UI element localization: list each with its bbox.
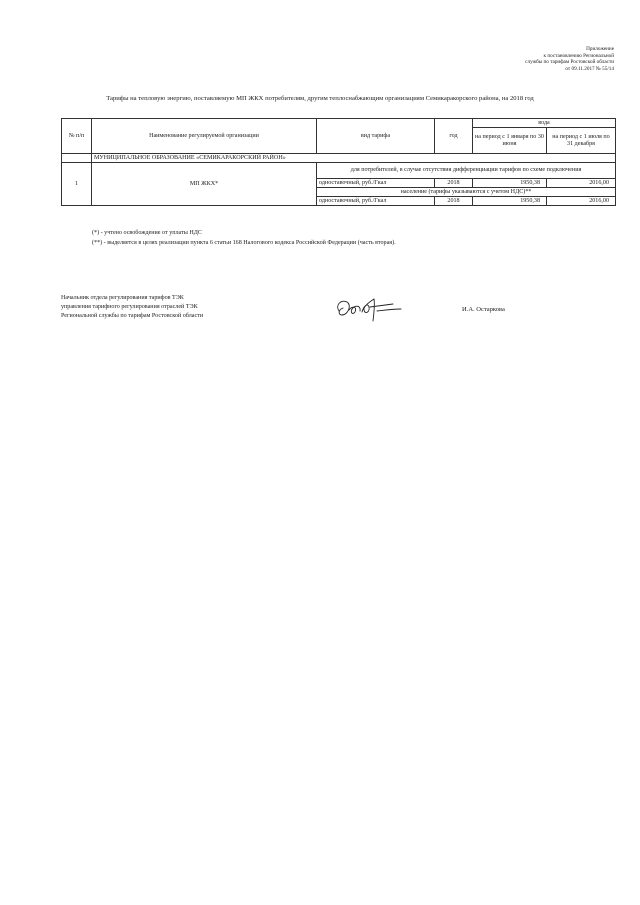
- row-org: МП ЖКХ*: [92, 163, 317, 206]
- section-title: МУНИЦИПАЛЬНОЕ ОБРАЗОВАНИЕ «СЕМИКАРАКОРСКИЙ РАЙОН»: [92, 154, 616, 163]
- group-2-period-1: 1950,38: [473, 197, 547, 206]
- row-num: 1: [62, 163, 92, 206]
- group-2-tariff: одноставочный, руб./Гкал: [317, 197, 435, 206]
- approval-line: от 09.11.2017 № 55/14: [565, 65, 614, 72]
- document-title: Тарифы на тепловую энергию, поставляемую МП ЖКХ потребителям, другим теплоснабжающим организациям Семикаракорского района, на 2018 год: [106, 95, 534, 102]
- approval-line: службы по тарифам Ростовской области: [525, 59, 614, 66]
- signer-line: Начальник отдела регулирования тарифов ТЭК: [61, 295, 184, 301]
- group-2-period-2: 2016,00: [547, 197, 616, 206]
- header-year: год: [435, 119, 473, 154]
- header-period-2: на период с 1 июля по 31 декабря: [547, 128, 616, 154]
- header-water: вода: [473, 119, 616, 128]
- signer-line: управления тарифного регулирования отраслей ТЭК: [61, 304, 198, 311]
- group-1-year: 2018: [435, 179, 473, 188]
- header-tariff-type: вид тарифа: [317, 119, 435, 154]
- tariff-table: [61, 118, 616, 206]
- header-period-1: на период с 1 января по 30 июня: [473, 128, 547, 154]
- group-1-period-2: 2016,00: [547, 179, 616, 188]
- group-1-label: для потребителей, в случае отсутствия дифференциации тарифов по схеме подключения: [317, 163, 616, 179]
- footnote: (**) - выделяется в целях реализации пункта 6 статьи 168 Налогового кодекса Российской Федерации (часть вторая).: [92, 239, 396, 246]
- section-empty-cell: [62, 154, 92, 163]
- header-num: № п/п: [62, 119, 92, 154]
- group-1-period-1: 1950,38: [473, 179, 547, 188]
- approval-line: к постановлению Региональной: [543, 52, 614, 59]
- signer-position: [61, 294, 203, 322]
- header-org: Наименование регулируемой организации: [92, 119, 317, 154]
- signer-line: Региональной службы по тарифам Ростовской области: [61, 313, 204, 320]
- group-2-label: население (тарифы указываются с учетом НДС)**: [317, 188, 616, 197]
- approval-stamp: [434, 46, 614, 72]
- footnote: (*) - учтено освобождение от уплаты НДС: [92, 230, 202, 236]
- group-1-tariff: одноставочный, руб./Гкал: [317, 179, 435, 188]
- signer-name: И.А. Остаркова: [462, 306, 505, 313]
- footnotes: [92, 229, 396, 248]
- handwritten-signature: [333, 293, 405, 325]
- approval-line: Приложение: [586, 46, 614, 52]
- group-2-year: 2018: [435, 197, 473, 206]
